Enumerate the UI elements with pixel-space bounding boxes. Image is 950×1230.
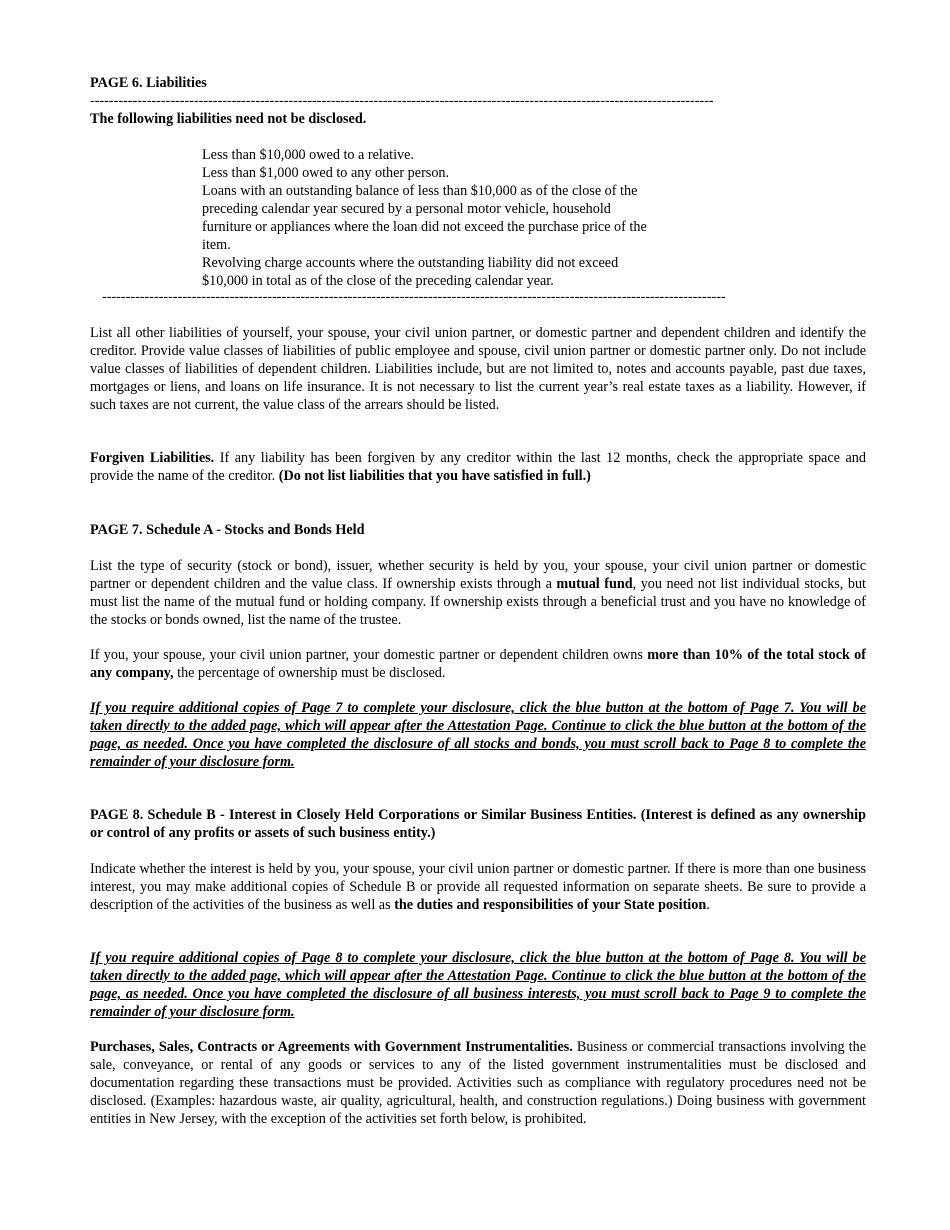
forgiven-text: If any liability has been forgiven by any creditor within the last 12 months, check the appropriate space and provide the name of the creditor.: [90, 450, 866, 484]
ownership-bold: more than 10% of the total stock of any company,: [90, 647, 866, 681]
list-item: Less than $1,000 owed to any other person.: [202, 165, 450, 181]
business-text-a: Indicate whether the interest is held by you, your spouse, your civil union partner or domestic partner. If there is more than one business interest, you may make additional copies of Schedule B or provide all requested information on separate sheets. Be sure to provide a description of the activities of the business as well as: [90, 861, 866, 913]
purchases-paragraph: [90, 1038, 866, 1128]
ownership-text-a: If you, your spouse, your civil union partner, your domestic partner or dependent children owns: [90, 647, 648, 663]
page8-title: PAGE 8. Schedule B - Interest in Closely Held Corporations or Similar Business Entities. (Interest is defined as any ownership or control of any profits or assets of such business entity.): [90, 807, 866, 841]
page7-title: PAGE 7. Schedule A - Stocks and Bonds Held: [90, 522, 365, 538]
duties-bold: the duties and responsibilities of your State position: [394, 897, 707, 913]
divider-top: ------------------------------------------------------------------------------------------------------------------------------------: [90, 94, 714, 108]
forgiven-label: Forgiven Liabilities.: [90, 450, 215, 466]
page8-notice: If you require additional copies of Page 8 to complete your disclosure, click the blue button at the bottom of Page 8. You will be taken directly to the added page, which will appear after the Attestation Page. Continue to click the blue button at the bottom of the page, as needed. Once you have completed the disclosure of all business interests, you must scroll back to Page 9 to complete the remainder of your disclosure form.: [90, 950, 866, 1020]
page6-title: PAGE 6. Liabilities: [90, 75, 207, 91]
business-text-b: .: [706, 897, 710, 913]
business-paragraph: [90, 860, 866, 914]
exempt-list: [202, 146, 672, 290]
list-item: Revolving charge accounts where the outstanding liability did not exceed $10,000 in total as of the close of the preceding calendar year.: [202, 255, 619, 289]
ownership-text-b: the percentage of ownership must be disclosed.: [173, 665, 446, 681]
ownership-paragraph: [90, 646, 866, 682]
page7-notice: If you require additional copies of Page 7 to complete your disclosure, click the blue button at the bottom of Page 7. You will be taken directly to the added page, which will appear after the Attestation Page. Continue to click the blue button at the bottom of the page, as needed. Once you have completed the disclosure of all stocks and bonds, you must scroll back to Page 8 to complete the remainder of your disclosure form.: [90, 700, 866, 770]
divider-bottom: ------------------------------------------------------------------------------------------------------------------------------------: [102, 290, 726, 304]
list-item: Less than $10,000 owed to a relative.: [202, 147, 414, 163]
liabilities-paragraph: List all other liabilities of yourself, your spouse, your civil union partner, or domestic partner and dependent children and identify the creditor. Provide value classes of liabilities of public employee and spouse, civil union partner or domestic partner only. Do not include value classes of liabilities of dependent children. Liabilities include, but are not limited to, notes and accounts payable, past due taxes, mortgages or liens, and loans on life insurance. It is not necessary to list the current year’s real estate taxes as a liability. However, if such taxes are not current, the value class of the arrears should be listed.: [90, 325, 866, 413]
purchases-text: Business or commercial transactions involving the sale, conveyance, or rental of any goods or services to any of the listed government instrumentalities must be disclosed and documentation regarding these transactions must be provided. Activities such as compliance with regulatory procedures need not be disclosed. (Examples: hazardous waste, air quality, agricultural, health, and construction regulations.) Doing business with government entities in New Jersey, with the exception of the activities set forth below, is prohibited.: [90, 1039, 866, 1127]
stocks-text-a: List the type of security (stock or bond), issuer, whether security is held by you, your spouse, your civil union partner or domestic partner or dependent children and the value class. If ownership exists through a: [90, 558, 866, 592]
forgiven-bold: (Do not list liabilities that you have satisfied in full.): [278, 468, 591, 484]
forgiven-paragraph: [90, 449, 866, 485]
mutual-fund-bold: mutual fund: [556, 576, 633, 592]
stocks-paragraph: [90, 557, 866, 629]
exempt-heading: The following liabilities need not be disclosed.: [90, 111, 367, 127]
purchases-label: Purchases, Sales, Contracts or Agreements with Government Instrumentalities.: [90, 1039, 573, 1055]
stocks-text-b: , you need not list individual stocks, but must list the name of the mutual fund or holding company. If ownership exists through a beneficial trust and you have no knowledge of the stocks or bonds owned, list the name of the trustee.: [90, 576, 866, 628]
list-item: Loans with an outstanding balance of less than $10,000 as of the close of the preceding calendar year secured by a personal motor vehicle, household furniture or appliances where the loan did not exceed the purchase price of the item.: [202, 183, 647, 253]
